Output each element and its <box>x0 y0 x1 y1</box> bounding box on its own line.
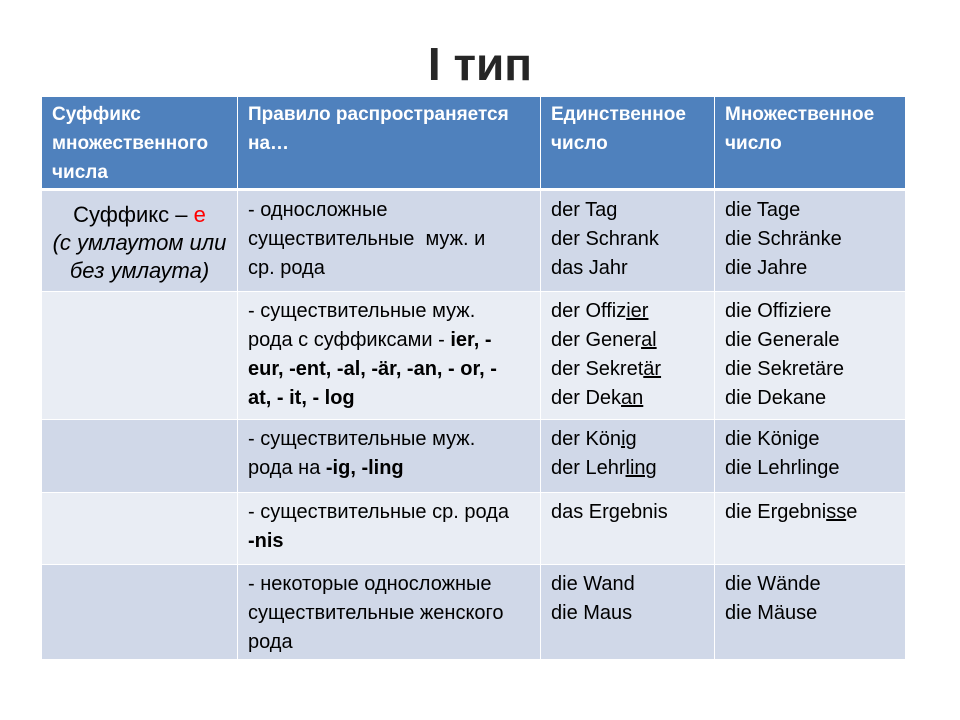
rule-text: - некоторые односложные существительные женского рода <box>248 573 504 653</box>
word-rest: e <box>846 501 858 523</box>
rule-text: - существительные муж. рода на <box>248 428 476 479</box>
word-stem: die Ergebni <box>725 501 827 523</box>
plural-cell <box>715 493 905 565</box>
word-stem: der Sekret <box>551 358 644 380</box>
header-suffix-label: Суффикс множественного числа <box>52 104 209 183</box>
singular-form <box>551 355 708 384</box>
singular-form <box>551 425 708 454</box>
singular-form: der Schrank <box>551 228 659 250</box>
slide-title: I тип <box>427 38 533 90</box>
plural-form: die Generale <box>725 329 840 351</box>
header-plural-label: Множественное число <box>725 104 875 154</box>
rule-text: - существительные муж. рода с суффиксами - <box>248 300 476 351</box>
underlined-ending: ling <box>625 457 657 479</box>
singular-form <box>551 384 708 413</box>
rule-cell <box>238 191 541 292</box>
plural-cell <box>715 420 905 493</box>
singular-form: das Jahr <box>551 257 628 279</box>
plural-form: die Schränke <box>725 228 842 250</box>
singular-form <box>551 297 708 326</box>
plural-cell <box>715 191 905 292</box>
header-cell-singular <box>541 97 715 191</box>
plural-form: die Wände <box>725 573 821 595</box>
rule-suffixes-bold: ier, - eur, -ent, -al, -är, -an, - or, - at, - it, - log <box>248 329 497 409</box>
singular-cell <box>541 292 715 420</box>
singular-form: das Ergebnis <box>551 501 668 523</box>
empty-cell <box>42 493 238 565</box>
word-stem: der Offiz <box>551 300 627 322</box>
rule-cell <box>238 565 541 660</box>
plural-form: die Mäuse <box>725 602 818 624</box>
singular-form: der Tag <box>551 199 618 221</box>
singular-form: die Maus <box>551 602 633 624</box>
singular-form: die Wand <box>551 573 635 595</box>
suffix-letter: е <box>193 202 206 227</box>
rule-suffixes-bold: -nis <box>248 530 284 552</box>
suffix-group-cell <box>42 191 238 292</box>
word-stem: der Lehr <box>551 457 626 479</box>
singular-cell <box>541 493 715 565</box>
header-cell-plural <box>715 97 905 191</box>
plural-form <box>725 498 899 527</box>
rule-cell <box>238 420 541 493</box>
word-stem: der Dek <box>551 387 622 409</box>
rule-text: - односложные существительные муж. и ср. рода <box>248 199 486 279</box>
suffix-group-heading <box>42 201 237 229</box>
underlined-ending: an <box>621 387 644 409</box>
plural-form: die Sekretäre <box>725 358 844 380</box>
singular-cell <box>541 191 715 292</box>
underlined-ending: är <box>643 358 662 380</box>
plural-cell <box>715 565 905 660</box>
header-rule-label: Правило распространяется на… <box>248 104 509 154</box>
plural-form: die Offiziere <box>725 300 832 322</box>
empty-cell <box>42 420 238 493</box>
singular-cell <box>541 565 715 660</box>
rule-suffixes-bold: -ig, -ling <box>325 457 404 479</box>
underlined-ending: ig <box>621 428 637 450</box>
singular-form <box>551 326 708 355</box>
underlined-ending: al <box>641 329 657 351</box>
header-cell-suffix <box>42 97 238 191</box>
plural-form: die Tage <box>725 199 801 221</box>
singular-cell <box>541 420 715 493</box>
rule-cell <box>238 292 541 420</box>
rule-text: - существительные ср. рода <box>248 501 509 523</box>
plural-form: die Lehrlinge <box>725 457 840 479</box>
empty-cell <box>42 292 238 420</box>
suffix-group-label: Суффикс – <box>73 202 194 227</box>
underlined-ending: ier <box>626 300 649 322</box>
word-stem: der Gener <box>551 329 642 351</box>
header-singular-label: Единственное число <box>551 104 686 154</box>
plural-form: die Dekane <box>725 387 827 409</box>
rule-cell <box>238 493 541 565</box>
header-cell-rule <box>238 97 541 191</box>
plural-form: die Jahre <box>725 257 808 279</box>
empty-cell <box>42 565 238 660</box>
underlined-ending: ss <box>826 501 847 523</box>
plural-form: die Könige <box>725 428 820 450</box>
umlaut-note: (с умлаутом или без умлаута) <box>52 230 227 283</box>
plural-cell <box>715 292 905 420</box>
singular-form <box>551 454 708 483</box>
word-stem: der Kön <box>551 428 622 450</box>
plural-suffix-table <box>42 97 905 660</box>
